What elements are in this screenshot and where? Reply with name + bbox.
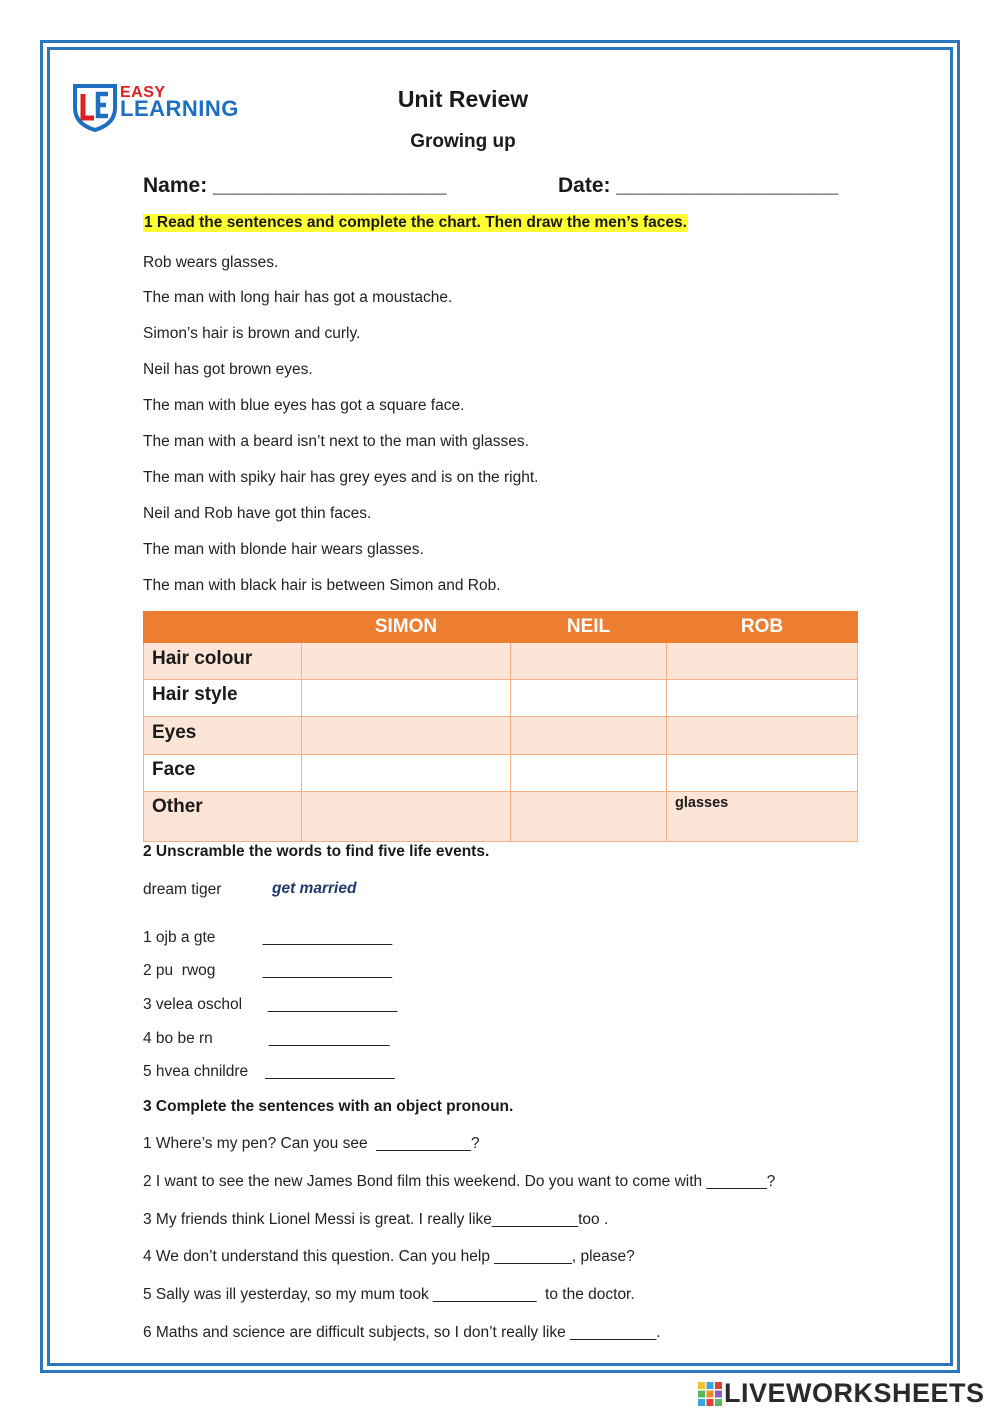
chart-row-eyes [144, 717, 858, 755]
chart-cell-input[interactable] [667, 680, 858, 717]
clue-sentence: Simon’s hair is brown and curly. [143, 325, 361, 342]
chart-row-label: Hair style [144, 680, 302, 717]
clue-sentence: Neil has got brown eyes. [143, 361, 313, 378]
pronoun-item[interactable]: 1 Where’s my pen? Can you see ___________? [143, 1135, 480, 1152]
chart-cell-input[interactable] [667, 643, 858, 680]
example-prompt: dream tiger [143, 881, 222, 898]
chart-cell-input[interactable] [511, 792, 667, 842]
chart-row-label: Hair colour [144, 643, 302, 680]
chart-cell-glasses: glasses [667, 792, 858, 842]
clue-sentence: The man with blue eyes has got a square face. [143, 397, 465, 414]
unscramble-item[interactable]: 2 pu rwog _______________ [143, 962, 393, 979]
liveworksheets-wordmark: LIVEWORKSHEETS [724, 1378, 985, 1408]
pronoun-item[interactable]: 2 I want to see the new James Bond film this weekend. Do you want to come with _______? [143, 1173, 776, 1190]
chart-row-label: Other [144, 792, 302, 842]
chart-cell-input[interactable] [302, 755, 511, 792]
name-field[interactable]: Name: ____________________ [143, 174, 447, 197]
chart-row-other [144, 792, 858, 842]
chart-cell-input[interactable] [302, 643, 511, 680]
liveworksheets-brand [698, 1378, 994, 1410]
page-title: Unit Review [397, 86, 529, 112]
unscramble-item[interactable]: 1 ojb a gte _______________ [143, 929, 393, 946]
clue-sentence: The man with long hair has got a moustache. [143, 289, 453, 306]
section3-heading: 3 Complete the sentences with an object pronoun. [143, 1098, 514, 1115]
logo-text-easy: EASY [120, 84, 166, 101]
chart-cell-input[interactable] [511, 643, 667, 680]
chart-row-label: Eyes [144, 717, 302, 755]
liveworksheets-grid-icon [698, 1382, 722, 1406]
chart-cell-input[interactable] [302, 792, 511, 842]
chart-header-blank [144, 612, 302, 643]
chart-row-label: Face [144, 755, 302, 792]
example-answer: get married [272, 880, 357, 897]
section1-instruction: 1 Read the sentences and complete the chart. Then draw the men’s faces. [144, 214, 687, 231]
chart-cell-input[interactable] [667, 717, 858, 755]
chart-cell-input[interactable] [302, 717, 511, 755]
clue-sentence: The man with a beard isn’t next to the man with glasses. [143, 433, 529, 450]
clue-sentence: The man with black hair is between Simon and Rob. [143, 577, 501, 594]
pronoun-item[interactable]: 5 Sally was ill yesterday, so my mum took ____________ to the doctor. [143, 1286, 635, 1303]
unscramble-item[interactable]: 5 hvea chnildre _______________ [143, 1063, 395, 1080]
chart-header-rob: ROB [667, 612, 858, 643]
chart-header-simon: SIMON [302, 612, 511, 643]
page-subtitle: Growing up [410, 131, 516, 152]
chart-cell-input[interactable] [667, 755, 858, 792]
faces-chart [143, 611, 858, 842]
clue-sentence: Neil and Rob have got thin faces. [143, 505, 372, 522]
chart-row-hair-colour [144, 643, 858, 680]
clue-sentence: The man with blonde hair wears glasses. [143, 541, 424, 558]
clue-sentence: Rob wears glasses. [143, 254, 279, 271]
unscramble-item[interactable]: 4 bo be rn ______________ [143, 1030, 390, 1047]
logo-text-learning: LEARNING [120, 96, 239, 121]
chart-header-neil: NEIL [511, 612, 667, 643]
unscramble-item[interactable]: 3 velea oschol _______________ [143, 996, 398, 1013]
pronoun-item[interactable]: 4 We don’t understand this question. Can you help _________, please? [143, 1248, 635, 1265]
date-field[interactable]: Date: ___________________ [558, 174, 839, 197]
chart-cell-input[interactable] [302, 680, 511, 717]
chart-cell-input[interactable] [511, 717, 667, 755]
clue-sentence: The man with spiky hair has grey eyes and is on the right. [143, 469, 539, 486]
chart-row-face [144, 755, 858, 792]
section2-heading: 2 Unscramble the words to find five life events. [143, 843, 490, 860]
chart-cell-input[interactable] [511, 755, 667, 792]
chart-cell-input[interactable] [511, 680, 667, 717]
chart-row-hair-style [144, 680, 858, 717]
pronoun-item[interactable]: 6 Maths and science are difficult subjects, so I don’t really like __________. [143, 1324, 661, 1341]
pronoun-item[interactable]: 3 My friends think Lionel Messi is great. I really like__________too . [143, 1211, 609, 1228]
